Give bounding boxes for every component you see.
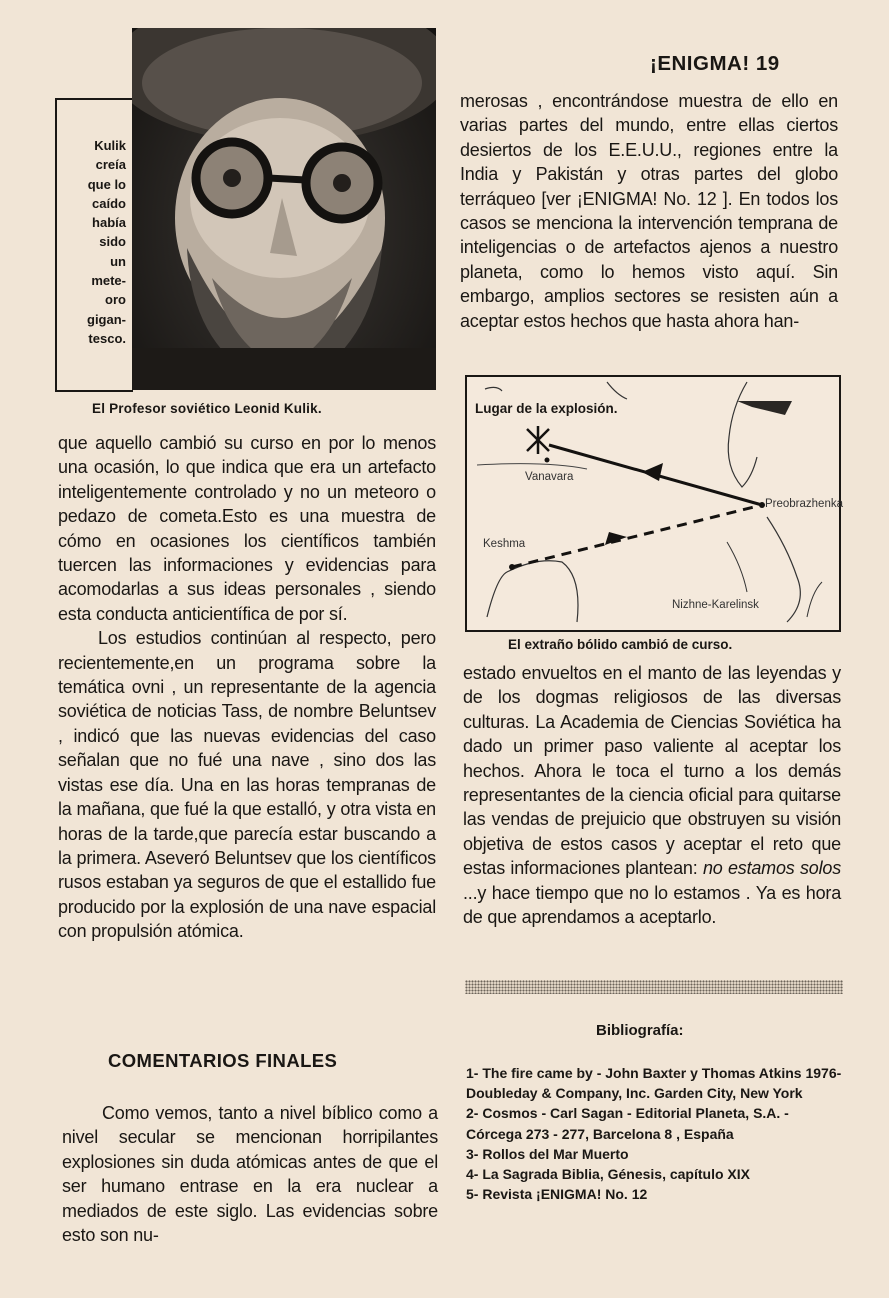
- paragraph: Como vemos, tanto a nivel bíblico como a nivel secular se mencionan horripilantes explosiones sin duda atómicas antes de que el ser humano entrase en la era nuclear a mediados de este siglo. Las evidencias sobre esto son nu-: [62, 1103, 438, 1246]
- left-column-text-bottom: [62, 1101, 438, 1247]
- trajectory-map: [465, 375, 841, 632]
- list-item: 1- The fire came by - John Baxter y Thomas Atkins 1976- Doubleday & Company, Inc. Garden City, New York: [466, 1065, 842, 1102]
- map-label-nizhne-karelinsk: Nizhne-Karelinsk: [672, 599, 759, 611]
- paragraph: que aquello cambió su curso en por lo menos una ocasión, lo que indica que era un artefacto inteligentemente controlado y no un meteoro o pedazo de cometa.Esto es una muestra de cómo en ocasiones los científicos también tuercen las informaciones y evidencias para acomodarlas a sus ideas personales , siendo esta conducta anticientífica de por sí.: [58, 433, 436, 624]
- map-label-keshma: Keshma: [483, 538, 526, 550]
- paragraph: merosas , encontrándose muestra de ello en varias partes del mundo, entre ellas ciertos desiertos de los E.E.U.U., regiones entre la India y Pakistán y otras partes del globo terráqueo [ver ¡ENIGMA! No. 12 ]. En todos los casos se menciona la intervención temprana de inteligencias o de artefactos ajenos a nuestro planeta, como lo hemos visto aquí. Sin embargo, amplios sectores se resisten aún a aceptar estos hechos que hasta ahora han-: [460, 91, 838, 331]
- right-column-text: [460, 89, 838, 333]
- list-item: 5- Revista ¡ENIGMA! No. 12: [466, 1186, 648, 1203]
- list-item: 3- Rollos del Mar Muerto: [466, 1145, 629, 1162]
- portrait-photo: [132, 28, 436, 390]
- text-run: estado envueltos en el manto de las leyendas y de los dogmas religiosos de las diversas culturas. La Academia de Ciencias Soviética ha dado un primer paso valiente al aceptar los hechos. Ahora le toca el turno a los demás representantes de la ciencia oficial para quitarse las vendas de prejuicio que obstruyen su visión objetiva de estos casos y aceptar el reto que estas informaciones plantean:: [463, 663, 841, 879]
- map-caption: El extraño bólido cambió de curso.: [508, 637, 733, 652]
- bibliography-heading: Bibliografía:: [596, 1022, 684, 1039]
- bibliography-list: [466, 1063, 842, 1204]
- photo-caption: El Profesor soviético Leonid Kulik.: [92, 401, 322, 416]
- list-item: 2- Cosmos - Carl Sagan - Editorial Planeta, S.A. -Córcega 273 - 277, Barcelona 8 , España: [466, 1105, 789, 1142]
- dotted-divider: [465, 980, 843, 994]
- right-column-text-bottom: [463, 661, 841, 929]
- map-label-preobrazhenka: Preobrazhenka: [765, 498, 843, 510]
- photo-side-caption: Kulik creía que lo caído había sido un mete- oro gigan- tesco.: [87, 138, 126, 346]
- page-header: ¡ENIGMA! 19: [650, 52, 780, 75]
- paragraph: [463, 661, 841, 929]
- paragraph: Los estudios continúan al respecto, pero recientemente,en un programa sobre la temática ovni , un representante de la agencia soviética de noticias Tass, de nombre Beluntsev , indicó que las nuevas evidencias del caso señalan que no fué una nave , sino dos las vistas ese día. Una en las horas tempranas de la mañana, que fué la que estalló, y otra vista en horas de la tarde,que parecía estar buscando a la primera. Aseveró Beluntsev que los científicos rusos estaban ya seguros de que el estallido fue producido por la explosión de una nave espacial con propulsión atómica.: [58, 628, 436, 942]
- text-run: ...y hace tiempo que no lo estamos . Ya es hora de que aprendamos a aceptarlo.: [463, 882, 841, 928]
- emphasis-text: no estamos solos: [702, 858, 841, 879]
- map-label-vanavara: Vanavara: [525, 471, 574, 483]
- section-heading: COMENTARIOS FINALES: [108, 1050, 338, 1071]
- left-column-text: [58, 431, 436, 944]
- list-item: 4- La Sagrada Biblia, Génesis, capítulo XIX: [466, 1166, 750, 1183]
- map-title: Lugar de la explosión.: [475, 401, 618, 416]
